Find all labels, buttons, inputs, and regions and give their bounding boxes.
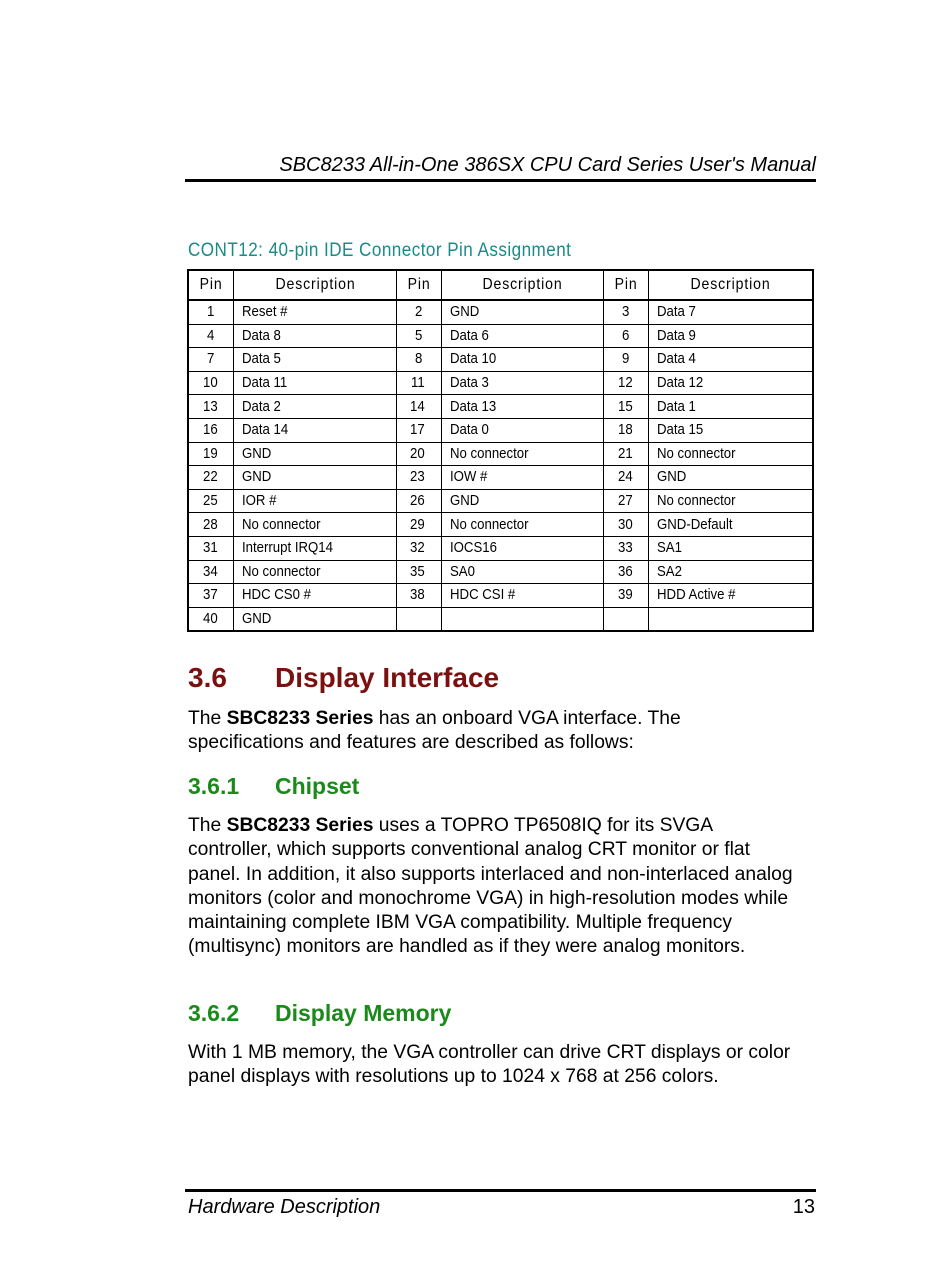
- table-caption: CONT12: 40-pin IDE Connector Pin Assignment: [188, 240, 572, 261]
- pin-description-cell: GND: [441, 489, 603, 513]
- pin-number-cell: 19: [188, 442, 234, 466]
- pin-description-cell: Data 5: [234, 348, 397, 372]
- pin-number-cell: 21: [604, 442, 649, 466]
- column-header: Description: [441, 270, 603, 300]
- pin-number-cell: 38: [396, 584, 441, 608]
- pin-number-cell: 22: [188, 466, 234, 490]
- pin-description-cell: SA2: [649, 560, 813, 584]
- pin-number-cell: 30: [604, 513, 649, 537]
- table-row: [188, 607, 813, 631]
- pin-description-cell: Data 4: [649, 348, 813, 372]
- pin-number-cell: 27: [604, 489, 649, 513]
- pin-description-cell: Data 6: [441, 324, 603, 348]
- pin-number-cell: 5: [396, 324, 441, 348]
- pin-description-cell: GND: [234, 466, 397, 490]
- pin-description-cell: GND: [234, 442, 397, 466]
- table-row: [188, 513, 813, 537]
- pin-description-cell: Data 7: [649, 300, 813, 324]
- pin-number-cell: 25: [188, 489, 234, 513]
- pin-description-cell: Data 10: [441, 348, 603, 372]
- pin-description-cell: No connector: [234, 560, 397, 584]
- column-header: Description: [649, 270, 813, 300]
- pin-description-cell: No connector: [234, 513, 397, 537]
- pin-description-cell: GND: [234, 607, 397, 631]
- pin-number-cell: [396, 607, 441, 631]
- pin-number-cell: 18: [604, 418, 649, 442]
- table-row: [188, 324, 813, 348]
- column-header: Description: [234, 270, 397, 300]
- table-row: [188, 536, 813, 560]
- pin-number-cell: 9: [604, 348, 649, 372]
- pin-number-cell: 17: [396, 418, 441, 442]
- pin-number-cell: 35: [396, 560, 441, 584]
- pin-number-cell: 32: [396, 536, 441, 560]
- pin-description-cell: Data 2: [234, 395, 397, 419]
- table-row: [188, 489, 813, 513]
- table-row: [188, 371, 813, 395]
- column-header: Pin: [396, 270, 441, 300]
- product-name: SBC8233 Series: [226, 815, 374, 836]
- pin-number-cell: 37: [188, 584, 234, 608]
- table-row: [188, 442, 813, 466]
- subsection-heading-memory: 3.6.2 Display Memory: [188, 1000, 452, 1026]
- pin-number-cell: [604, 607, 649, 631]
- pin-description-cell: No connector: [441, 442, 603, 466]
- pin-number-cell: 29: [396, 513, 441, 537]
- table-row: [188, 300, 813, 324]
- footer-chapter: Hardware Description: [188, 1196, 381, 1218]
- pin-description-cell: [441, 607, 603, 631]
- table-row: [188, 395, 813, 419]
- pin-number-cell: 24: [604, 466, 649, 490]
- column-header: Pin: [188, 270, 234, 300]
- pin-number-cell: 2: [396, 300, 441, 324]
- footer-rule: [185, 1189, 816, 1192]
- pin-description-cell: Data 15: [649, 418, 813, 442]
- pin-description-cell: GND: [649, 466, 813, 490]
- pin-description-cell: Data 11: [234, 371, 397, 395]
- pin-description-cell: Data 14: [234, 418, 397, 442]
- product-name: SBC8233 Series: [226, 708, 374, 729]
- pin-number-cell: 7: [188, 348, 234, 372]
- pin-number-cell: 8: [396, 348, 441, 372]
- pin-number-cell: 10: [188, 371, 234, 395]
- pin-number-cell: 13: [188, 395, 234, 419]
- pin-number-cell: 6: [604, 324, 649, 348]
- section-number: 3.6: [188, 662, 227, 693]
- pin-number-cell: 28: [188, 513, 234, 537]
- pin-description-cell: No connector: [649, 442, 813, 466]
- chipset-paragraph: The SBC8233 Series uses a TOPRO TP6508IQ for its SVGA controller, which supports conventional analog CRT monitor or flat panel. In addition, it also supports interlaced and non-interlaced analog monitors (color and monochrome VGA) in high-resolution modes while maintaining complete IBM VGA compatibility. Multiple frequency (multisync) monitors are handled as if they were analog monitors.: [188, 815, 793, 958]
- pin-description-cell: IOW #: [441, 466, 603, 490]
- pin-number-cell: 14: [396, 395, 441, 419]
- pin-description-cell: SA1: [649, 536, 813, 560]
- pin-description-cell: Data 1: [649, 395, 813, 419]
- header-rule: [185, 179, 816, 182]
- table-row: [188, 560, 813, 584]
- pin-number-cell: 23: [396, 466, 441, 490]
- pin-number-cell: 40: [188, 607, 234, 631]
- pin-number-cell: 15: [604, 395, 649, 419]
- pin-description-cell: No connector: [649, 489, 813, 513]
- table-row: [188, 466, 813, 490]
- pin-description-cell: No connector: [441, 513, 603, 537]
- pin-description-cell: Data 3: [441, 371, 603, 395]
- table-row: [188, 418, 813, 442]
- section-title: Display Interface: [275, 662, 500, 693]
- pin-number-cell: 33: [604, 536, 649, 560]
- pin-description-cell: Data 8: [234, 324, 397, 348]
- pin-description-cell: Data 0: [441, 418, 603, 442]
- pin-assignment-table: [187, 269, 814, 632]
- pin-description-cell: HDC CS0 #: [234, 584, 397, 608]
- section-heading: [188, 660, 499, 696]
- pin-number-cell: 39: [604, 584, 649, 608]
- pin-description-cell: HDC CSI #: [441, 584, 603, 608]
- pin-number-cell: 31: [188, 536, 234, 560]
- pin-number-cell: 4: [188, 324, 234, 348]
- pin-description-cell: GND: [441, 300, 603, 324]
- pin-description-cell: Data 13: [441, 395, 603, 419]
- table-row: [188, 348, 813, 372]
- pin-description-cell: [649, 607, 813, 631]
- pin-number-cell: 34: [188, 560, 234, 584]
- pin-number-cell: 26: [396, 489, 441, 513]
- pin-description-cell: IOR #: [234, 489, 397, 513]
- intro-paragraph: The SBC8233 Series has an onboard VGA interface. The specifications and features are described as follows:: [188, 708, 681, 754]
- pin-number-cell: 1: [188, 300, 234, 324]
- pin-number-cell: 11: [396, 371, 441, 395]
- pin-description-cell: HDD Active #: [649, 584, 813, 608]
- subsection-heading-chipset: 3.6.1 Chipset: [188, 773, 360, 799]
- running-header: SBC8233 All-in-One 386SX CPU Card Series User's Manual: [279, 154, 816, 176]
- pin-number-cell: 36: [604, 560, 649, 584]
- pin-number-cell: 12: [604, 371, 649, 395]
- pin-description-cell: Interrupt IRQ14: [234, 536, 397, 560]
- table-header-row: [188, 270, 813, 300]
- column-header: Pin: [604, 270, 649, 300]
- pin-description-cell: Data 9: [649, 324, 813, 348]
- pin-description-cell: GND-Default: [649, 513, 813, 537]
- pin-description-cell: Data 12: [649, 371, 813, 395]
- pin-description-cell: IOCS16: [441, 536, 603, 560]
- memory-paragraph: With 1 MB memory, the VGA controller can drive CRT displays or color panel displays with resolutions up to 1024 x 768 at 256 colors.: [188, 1042, 791, 1088]
- pin-number-cell: 3: [604, 300, 649, 324]
- pin-description-cell: Reset #: [234, 300, 397, 324]
- pin-number-cell: 20: [396, 442, 441, 466]
- pin-number-cell: 16: [188, 418, 234, 442]
- pin-description-cell: SA0: [441, 560, 603, 584]
- page-number: 13: [792, 1196, 815, 1218]
- table-row: [188, 584, 813, 608]
